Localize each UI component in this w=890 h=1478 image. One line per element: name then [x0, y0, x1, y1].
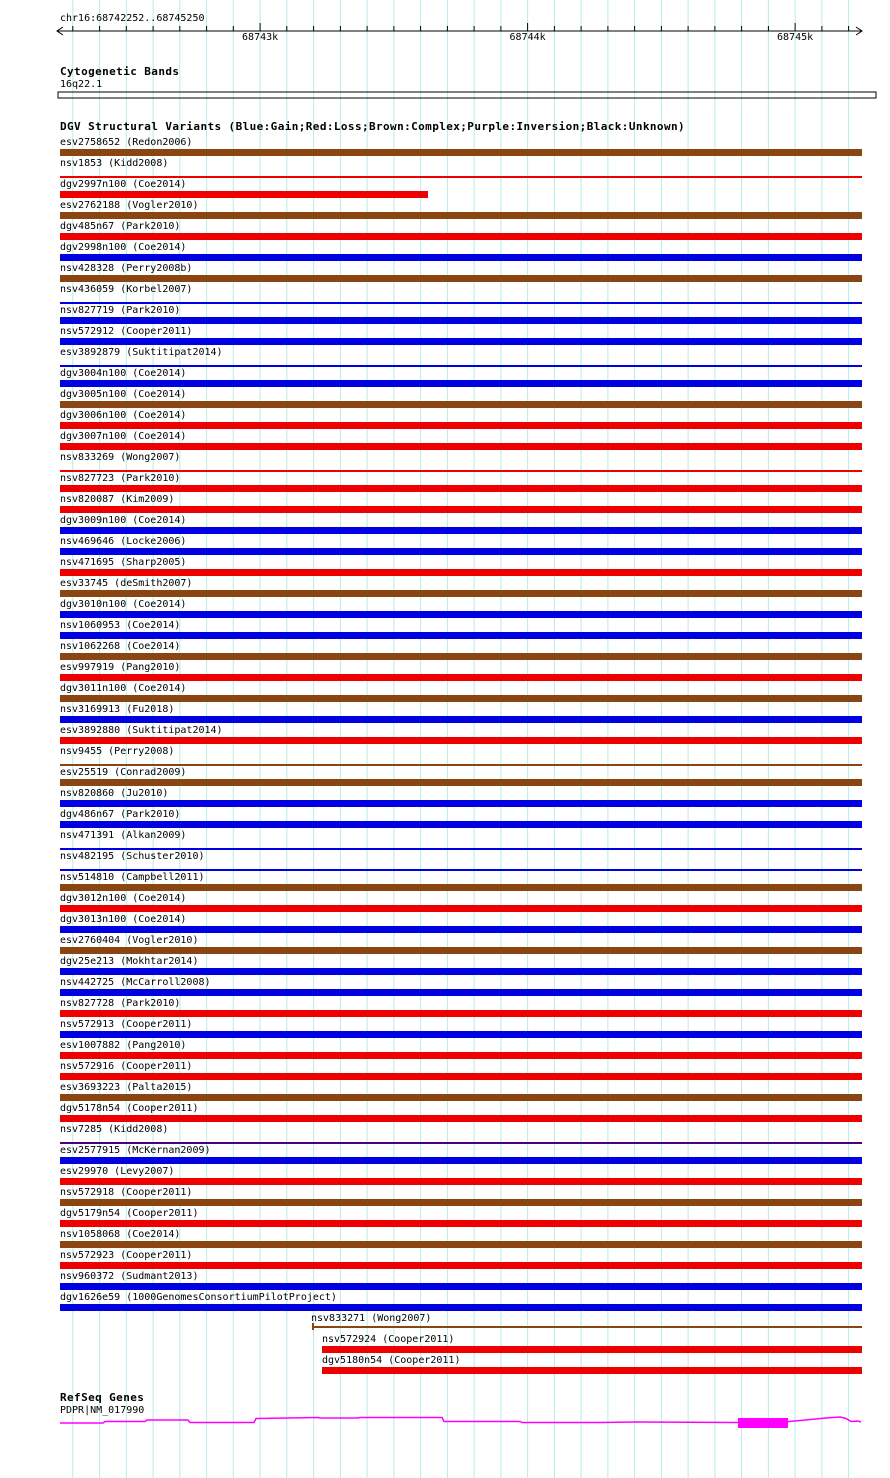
variant-feature-bar[interactable] — [60, 149, 862, 156]
ruler-tick-label: 68745k — [777, 32, 814, 43]
variant-label: esv997919 (Pang2010) — [60, 662, 181, 673]
variant-label: nsv3169913 (Fu2018) — [60, 704, 175, 715]
variant-label: nsv572923 (Cooper2011) — [60, 1250, 193, 1261]
variant-label: dgv25e213 (Mokhtar2014) — [60, 956, 199, 967]
variant-label: nsv482195 (Schuster2010) — [60, 851, 205, 862]
variant-feature-bar[interactable] — [60, 779, 862, 786]
variant-label: nsv572912 (Cooper2011) — [60, 326, 193, 337]
variant-feature-bar[interactable] — [60, 1304, 862, 1311]
variant-label: nsv1060953 (Coe2014) — [60, 620, 181, 631]
variant-label: nsv833271 (Wong2007) — [311, 1313, 432, 1324]
variant-label: nsv469646 (Locke2006) — [60, 536, 187, 547]
variant-label: nsv820087 (Kim2009) — [60, 494, 175, 505]
variant-feature-bar[interactable] — [60, 884, 862, 891]
variant-feature-bar[interactable] — [60, 632, 862, 639]
variant-feature-bar[interactable] — [60, 611, 862, 618]
variant-feature-bar[interactable] — [60, 947, 862, 954]
variant-feature-bar[interactable] — [60, 1142, 862, 1144]
variant-label: nsv572913 (Cooper2011) — [60, 1019, 193, 1030]
variant-feature-bar[interactable] — [312, 1326, 862, 1328]
variant-feature-bar[interactable] — [60, 989, 862, 996]
dgv-track-title: DGV Structural Variants (Blue:Gain;Red:Loss;Brown:Complex;Purple:Inversion;Black:Unknown) — [60, 120, 686, 133]
variant-label: nsv827728 (Park2010) — [60, 998, 181, 1009]
cytoband-rect[interactable] — [58, 92, 876, 98]
variant-label: dgv3006n100 (Coe2014) — [60, 410, 187, 421]
region-coordinates-label: chr16:68742252..68745250 — [60, 13, 205, 24]
variant-feature-bar[interactable] — [60, 422, 862, 429]
variant-feature-bar[interactable] — [60, 1220, 862, 1227]
variant-label: nsv9455 (Perry2008) — [60, 746, 175, 757]
variant-feature-bar[interactable] — [60, 401, 862, 408]
variant-label: esv3693223 (Palta2015) — [60, 1082, 193, 1093]
variant-feature-bar[interactable] — [60, 470, 862, 472]
variant-feature-bar[interactable] — [60, 506, 862, 513]
variant-feature-bar[interactable] — [60, 176, 862, 178]
variant-feature-bar[interactable] — [60, 212, 862, 219]
variant-label: nsv436059 (Korbel2007) — [60, 284, 193, 295]
variant-label: nsv442725 (McCarroll2008) — [60, 977, 211, 988]
variant-feature-bar[interactable] — [60, 716, 862, 723]
variant-feature-bar[interactable] — [60, 590, 862, 597]
variant-label: nsv1853 (Kidd2008) — [60, 158, 169, 169]
variant-feature-bar[interactable] — [60, 302, 862, 304]
variant-feature-bar[interactable] — [60, 1073, 862, 1080]
variant-feature-bar[interactable] — [60, 1010, 862, 1017]
variant-feature-bar[interactable] — [60, 548, 862, 555]
variant-feature-bar[interactable] — [60, 254, 862, 261]
variant-label: nsv820860 (Ju2010) — [60, 788, 169, 799]
variant-start-cap — [312, 1323, 314, 1330]
variant-feature-bar[interactable] — [60, 848, 862, 850]
gene-name-label: PDPR|NM_017990 — [60, 1405, 145, 1416]
variant-label: nsv827723 (Park2010) — [60, 473, 181, 484]
variant-label: dgv1626e59 (1000GenomesConsortiumPilotProject) — [60, 1292, 337, 1303]
variant-label: nsv572924 (Cooper2011) — [322, 1334, 455, 1345]
cytogenetic-bands-title: Cytogenetic Bands — [60, 65, 180, 78]
variant-label: esv2758652 (Redon2006) — [60, 137, 193, 148]
gene-exon-box[interactable] — [738, 1418, 788, 1428]
variant-feature-bar[interactable] — [60, 485, 862, 492]
variant-label: esv29970 (Levy2007) — [60, 1166, 175, 1177]
ruler-tick-label: 68743k — [242, 32, 279, 43]
refseq-genes-title: RefSeq Genes — [60, 1391, 145, 1404]
variant-label: esv2760404 (Vogler2010) — [60, 935, 199, 946]
variant-label: nsv514810 (Campbell2011) — [60, 872, 205, 883]
ruler-tick-label: 68744k — [509, 32, 546, 43]
variant-feature-bar[interactable] — [60, 764, 862, 766]
variant-feature-bar[interactable] — [322, 1367, 862, 1374]
variant-label: nsv572918 (Cooper2011) — [60, 1187, 193, 1198]
variant-label: esv2577915 (McKernan2009) — [60, 1145, 211, 1156]
variant-label: nsv1062268 (Coe2014) — [60, 641, 181, 652]
variant-feature-bar[interactable] — [60, 1241, 862, 1248]
variant-feature-bar[interactable] — [60, 569, 862, 576]
variant-feature-bar[interactable] — [60, 926, 862, 933]
variant-label: dgv3004n100 (Coe2014) — [60, 368, 187, 379]
variant-feature-bar[interactable] — [60, 233, 862, 240]
variant-feature-bar[interactable] — [60, 1262, 862, 1269]
variant-feature-bar[interactable] — [60, 443, 862, 450]
variant-label: dgv3007n100 (Coe2014) — [60, 431, 187, 442]
variant-feature-bar[interactable] — [60, 317, 862, 324]
variant-label: nsv827719 (Park2010) — [60, 305, 181, 316]
variant-label: esv3892880 (Suktitipat2014) — [60, 725, 223, 736]
variant-label: dgv3011n100 (Coe2014) — [60, 683, 187, 694]
variant-label: dgv2997n100 (Coe2014) — [60, 179, 187, 190]
variant-feature-bar[interactable] — [60, 275, 862, 282]
variant-label: nsv572916 (Cooper2011) — [60, 1061, 193, 1072]
variant-feature-bar[interactable] — [60, 365, 862, 367]
variant-feature-bar[interactable] — [60, 869, 862, 871]
variant-feature-bar[interactable] — [60, 1178, 862, 1185]
variant-label: dgv5179n54 (Cooper2011) — [60, 1208, 199, 1219]
variant-feature-bar[interactable] — [60, 1094, 862, 1101]
variant-label: esv33745 (deSmith2007) — [60, 578, 193, 589]
variant-feature-bar[interactable] — [60, 695, 862, 702]
variant-feature-bar[interactable] — [322, 1346, 862, 1353]
variant-label: esv1007882 (Pang2010) — [60, 1040, 187, 1051]
cytoband-label: 16q22.1 — [60, 79, 103, 90]
variant-label: esv25519 (Conrad2009) — [60, 767, 187, 778]
variant-label: dgv5180n54 (Cooper2011) — [322, 1355, 461, 1366]
variant-label: nsv960372 (Sudmant2013) — [60, 1271, 199, 1282]
variant-feature-bar[interactable] — [60, 821, 862, 828]
variant-label: nsv833269 (Wong2007) — [60, 452, 181, 463]
variant-feature-bar[interactable] — [60, 1199, 862, 1206]
variant-label: esv2762188 (Vogler2010) — [60, 200, 199, 211]
variant-feature-bar[interactable] — [60, 338, 862, 345]
variant-feature-bar[interactable] — [60, 737, 862, 744]
variant-label: dgv3010n100 (Coe2014) — [60, 599, 187, 610]
variant-feature-bar[interactable] — [60, 905, 862, 912]
variant-label: dgv3012n100 (Coe2014) — [60, 893, 187, 904]
variant-feature-bar[interactable] — [60, 191, 428, 198]
variant-feature-bar[interactable] — [60, 653, 862, 660]
variant-label: dgv2998n100 (Coe2014) — [60, 242, 187, 253]
variant-label: dgv3005n100 (Coe2014) — [60, 389, 187, 400]
variant-label: nsv7285 (Kidd2008) — [60, 1124, 169, 1135]
variant-label: nsv1058068 (Coe2014) — [60, 1229, 181, 1240]
variant-feature-bar[interactable] — [60, 527, 862, 534]
variant-feature-bar[interactable] — [60, 1031, 862, 1038]
variant-feature-bar[interactable] — [60, 800, 862, 807]
variant-feature-bar[interactable] — [60, 674, 862, 681]
variant-label: esv3892879 (Suktitipat2014) — [60, 347, 223, 358]
variant-feature-bar[interactable] — [60, 380, 862, 387]
variant-label: dgv486n67 (Park2010) — [60, 809, 181, 820]
variant-label: nsv428328 (Perry2008b) — [60, 263, 193, 274]
variant-label: nsv471695 (Sharp2005) — [60, 557, 187, 568]
variant-label: nsv471391 (Alkan2009) — [60, 830, 187, 841]
variant-feature-bar[interactable] — [60, 1115, 862, 1122]
variant-label: dgv3013n100 (Coe2014) — [60, 914, 187, 925]
variant-label: dgv3009n100 (Coe2014) — [60, 515, 187, 526]
variant-feature-bar[interactable] — [60, 1052, 862, 1059]
variant-label: dgv5178n54 (Cooper2011) — [60, 1103, 199, 1114]
variant-feature-bar[interactable] — [60, 1157, 862, 1164]
variant-feature-bar[interactable] — [60, 968, 862, 975]
variant-feature-bar[interactable] — [60, 1283, 862, 1290]
variant-label: dgv485n67 (Park2010) — [60, 221, 181, 232]
